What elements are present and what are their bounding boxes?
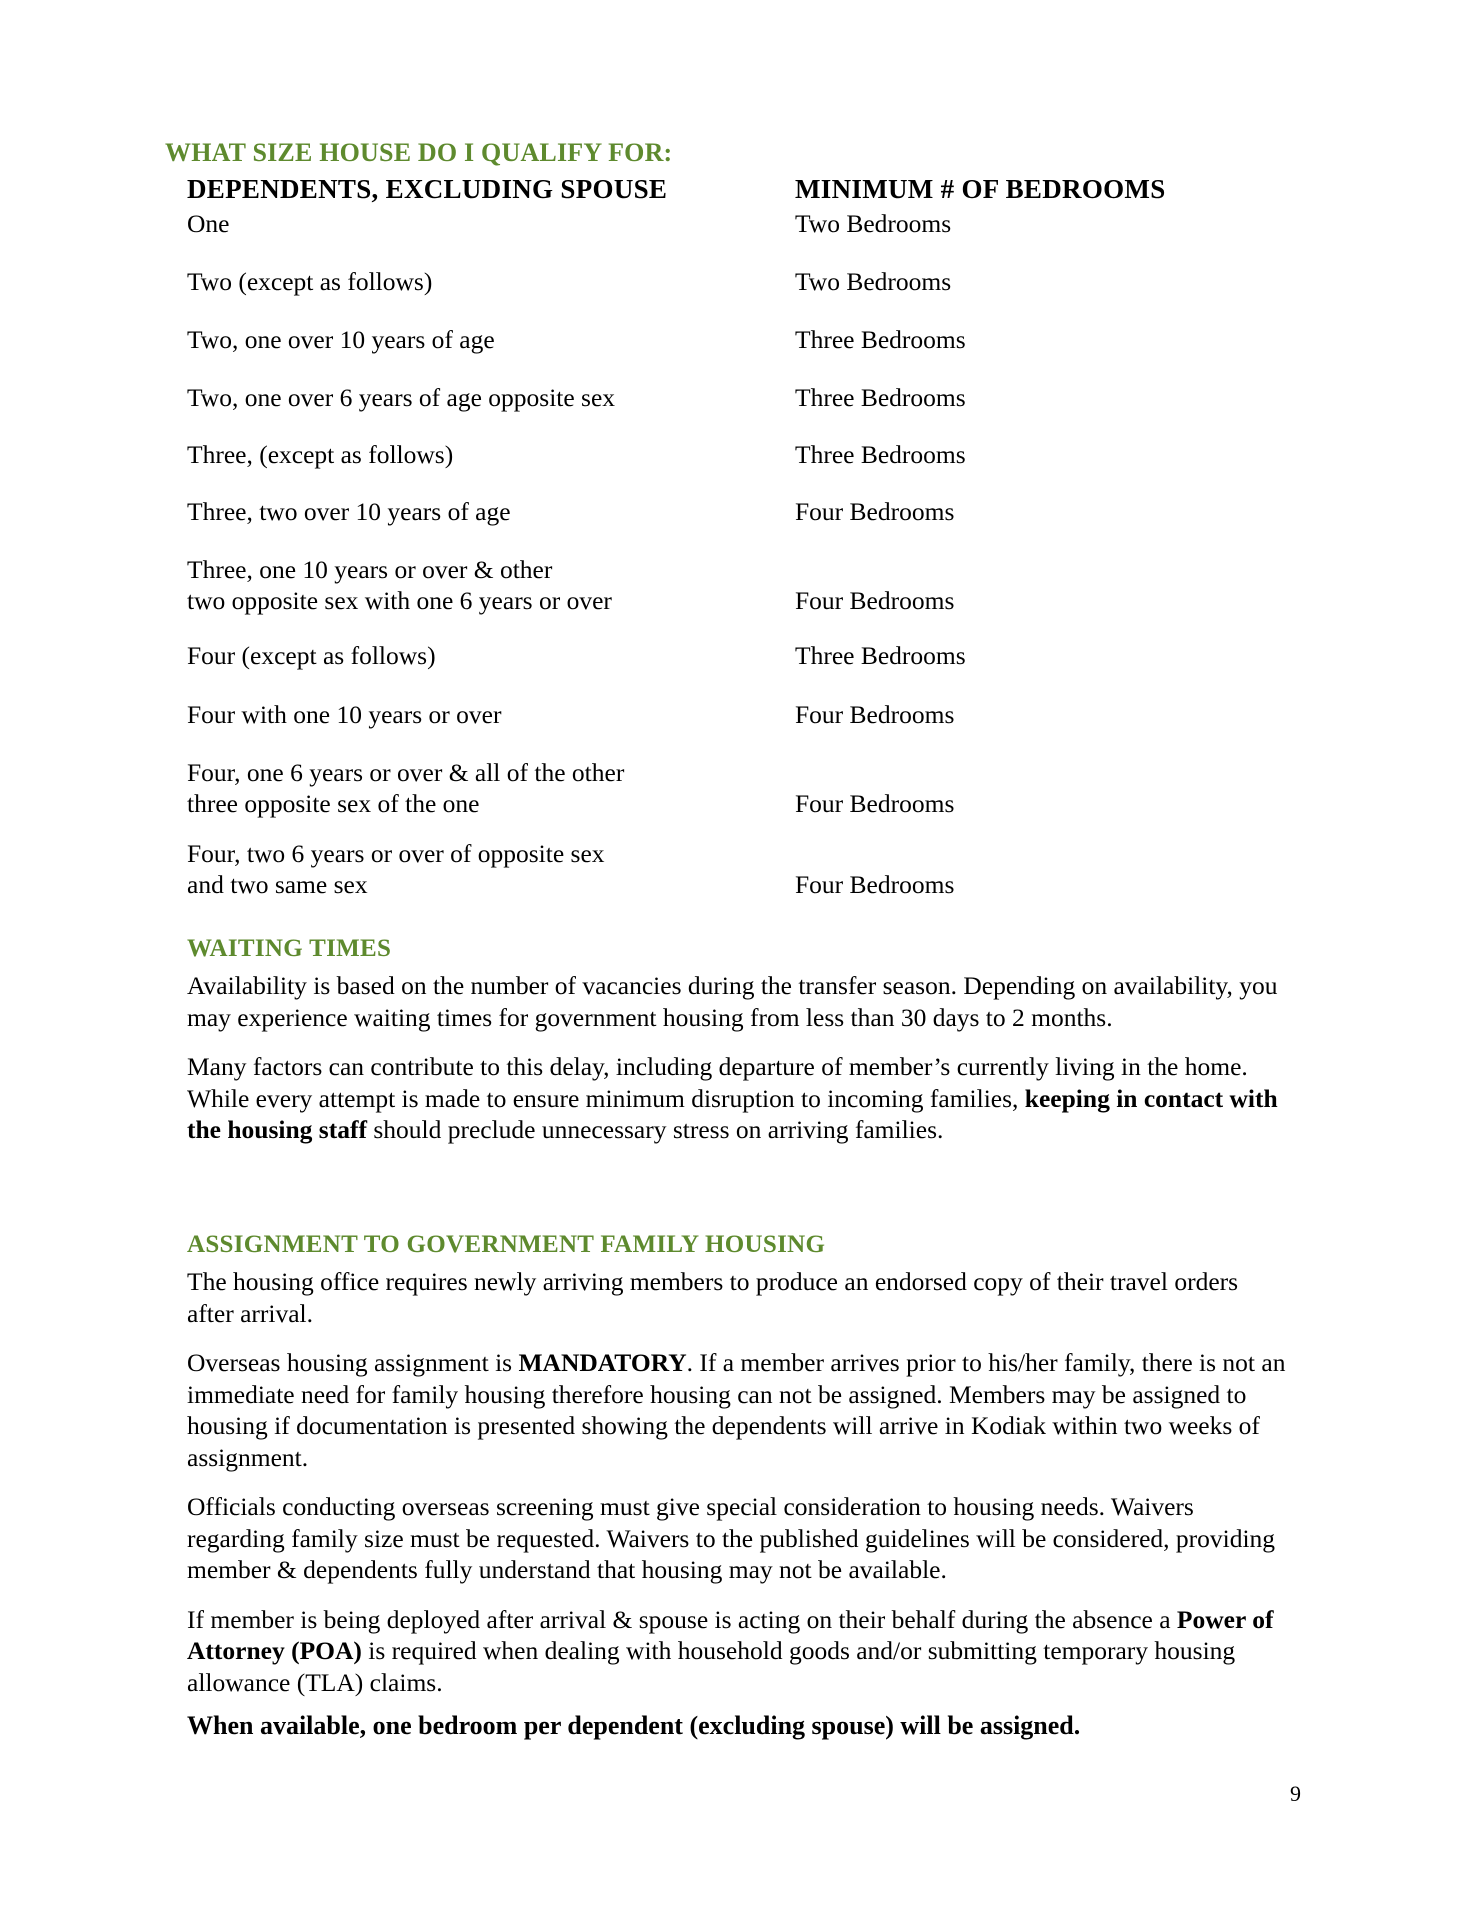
dependents-cell: Four (except as follows) [187, 641, 436, 670]
dependents-line: two opposite sex with one 6 years or over [187, 586, 612, 615]
dependents-cell: Two, one over 10 years of age [187, 325, 495, 354]
waiting-times-section [187, 934, 1287, 1164]
bedrooms-cell: Three Bedrooms [795, 641, 966, 670]
column-header-dependents: DEPENDENTS, EXCLUDING SPOUSE [187, 174, 668, 204]
dependents-line: three opposite sex of the one [187, 789, 480, 818]
section-heading: WAITING TIMES [187, 935, 392, 962]
text-span: Many factors can contribute to this delay, including departure of member’s currently living in the home. While every attempt is made to ensure minimum disruption to incoming families, [187, 1052, 1248, 1113]
dependents-cell [187, 838, 767, 900]
bedrooms-cell: Four Bedrooms [795, 870, 955, 899]
dependents-cell: One [187, 209, 230, 238]
bedrooms-cell: Two Bedrooms [795, 209, 952, 238]
bedrooms-cell: Three Bedrooms [795, 440, 966, 469]
dependents-cell: Four with one 10 years or over [187, 700, 502, 729]
final-note: When available, one bedroom per dependent (excluding spouse) will be assigned. [187, 1711, 1081, 1740]
bedrooms-cell: Two Bedrooms [795, 267, 952, 296]
paragraph [187, 1051, 1287, 1146]
dependents-line: Four, one 6 years or over & all of the other [187, 758, 625, 787]
table-header [187, 174, 1287, 204]
paragraph [187, 1604, 1287, 1699]
dependents-cell [187, 757, 767, 819]
bedrooms-cell: Three Bedrooms [795, 383, 966, 412]
text-span: should preclude unnecessary stress on arriving families. [366, 1115, 944, 1144]
section-heading: ASSIGNMENT TO GOVERNMENT FAMILY HOUSING [187, 1231, 826, 1258]
assignment-section [187, 1230, 1287, 1716]
bedroom-eligibility-table [187, 174, 1287, 899]
text-span: is required when dealing with household goods and/or submitting temporary housing allowance (TLA) claims. [187, 1636, 1236, 1697]
emphasis-text: Power of Attorney (POA) [187, 1604, 1274, 1665]
dependents-cell [187, 554, 767, 616]
bedrooms-cell: Three Bedrooms [795, 325, 966, 354]
dependents-cell: Three, (except as follows) [187, 440, 454, 469]
paragraph [187, 1347, 1287, 1473]
dependents-cell: Two, one over 6 years of age opposite sex [187, 383, 616, 412]
dependents-line: Four, two 6 years or over of opposite sex [187, 839, 605, 868]
page-number: 9 [1290, 1781, 1301, 1806]
dependents-cell: Three, two over 10 years of age [187, 497, 511, 526]
text-span: . If a member arrives prior to his/her family, there is not an immediate need for family housing therefore housing can not be assigned. Members may be assigned to housing if documentation is presented showing the dependents will arrive in Kodiak within two weeks of assignment. [187, 1348, 1286, 1472]
paragraph: The housing office requires newly arriving members to produce an endorsed copy of their travel orders after arrival. [187, 1267, 1239, 1328]
bedrooms-cell: Four Bedrooms [795, 497, 955, 526]
emphasis-text: MANDATORY [518, 1348, 687, 1377]
column-header-bedrooms: MINIMUM # OF BEDROOMS [795, 174, 1166, 204]
dependents-cell: Two (except as follows) [187, 267, 433, 296]
bedrooms-cell: Four Bedrooms [795, 700, 955, 729]
dependents-line: Three, one 10 years or over & other [187, 555, 553, 584]
text-span: Overseas housing assignment is [187, 1348, 519, 1377]
paragraph: Officials conducting overseas screening must give special consideration to housing needs. Waivers regarding family size must be requested. Waivers to the published guidelines will be considered, providing member & dependents fully understand that housing may not be available. [187, 1492, 1276, 1584]
page-title: WHAT SIZE HOUSE DO I QUALIFY FOR: [165, 138, 673, 167]
dependents-line: and two same sex [187, 870, 368, 899]
bedrooms-cell: Four Bedrooms [795, 586, 955, 615]
bedrooms-cell: Four Bedrooms [795, 789, 955, 818]
paragraph: Availability is based on the number of vacancies during the transfer season. Depending on availability, you may experience waiting times for government housing from less than 30 days to 2 months. [187, 971, 1278, 1032]
emphasis-text: keeping in contact with the housing staff [187, 1083, 1278, 1144]
text-span: If member is being deployed after arrival & spouse is acting on their behalf during the absence a [187, 1604, 1177, 1634]
